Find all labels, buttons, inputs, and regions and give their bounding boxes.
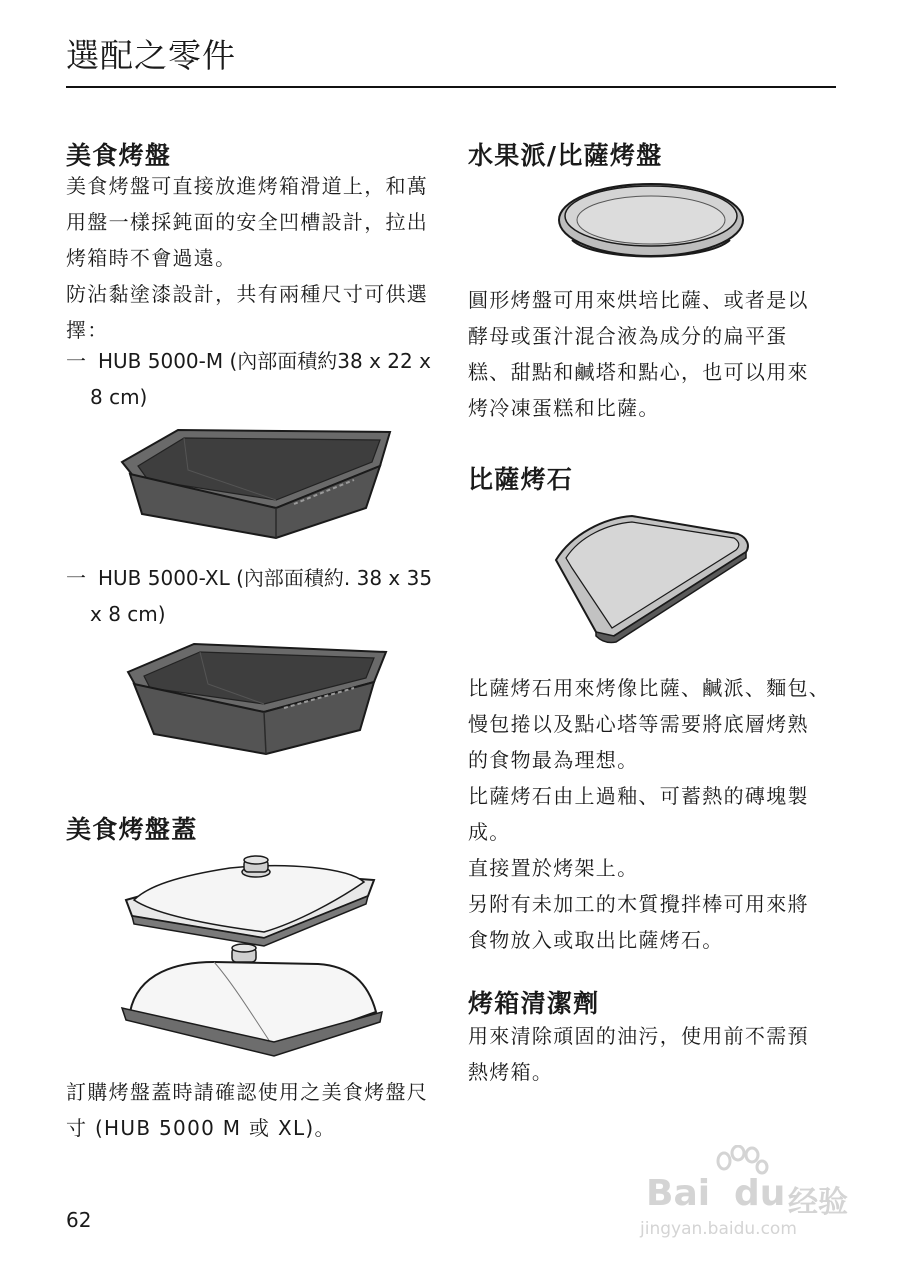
pizza-stone-heading: 比薩烤石 xyxy=(468,465,574,494)
text-line: 寸 (HUB 5000 M 或 XL)。 xyxy=(66,1116,336,1140)
text-line: 美食烤盤可直接放進烤箱滑道上，和萬 xyxy=(66,174,429,198)
text-line: 熱烤箱。 xyxy=(468,1060,554,1084)
text-line: 另附有未加工的木質攪拌棒可用來將 xyxy=(468,892,809,916)
text-line: 用盤一樣採鈍面的安全凹槽設計，拉出 xyxy=(66,210,429,234)
gourmet-tray-m-illustration xyxy=(118,422,398,542)
size-xl-item xyxy=(90,560,433,632)
gourmet-tray-heading: 美食烤盤 xyxy=(66,141,172,170)
bullet-dash: 一 xyxy=(66,566,86,590)
watermark-brand-cn: 经验 xyxy=(788,1185,848,1220)
text-line: 防沾黏塗漆設計，共有兩種尺寸可供選 xyxy=(66,282,429,306)
pizza-stone-description xyxy=(468,670,830,958)
title-divider xyxy=(66,86,836,88)
text-line: 訂購烤盤蓋時請確認使用之美食烤盤尺 xyxy=(66,1080,429,1104)
tray-lid-illustration xyxy=(118,852,388,1062)
coating-description xyxy=(66,276,428,348)
page-title: 選配之零件 xyxy=(66,36,236,75)
text-line: 擇： xyxy=(66,318,109,342)
gourmet-tray-xl-illustration xyxy=(124,638,394,758)
text-line: 的食物最為理想。 xyxy=(468,748,639,772)
watermark-brand-right: du xyxy=(734,1173,786,1214)
text-line: x 8 cm) xyxy=(90,602,166,626)
watermark-url: jingyan.baidu.com xyxy=(640,1219,797,1239)
text-line: 烤箱時不會過遠。 xyxy=(66,246,237,270)
text-line: 酵母或蛋汁混合液為成分的扁平蛋 xyxy=(468,324,788,348)
text-line: 慢包捲以及點心塔等需要將底層烤熟 xyxy=(468,712,809,736)
text-line: HUB 5000-M (內部面積約38 x 22 x xyxy=(98,349,431,373)
text-line: 烤冷凍蛋糕和比薩。 xyxy=(468,396,660,420)
text-line: 比薩烤石用來烤像比薩、鹹派、麵包、 xyxy=(468,676,831,700)
lid-heading: 美食烤盤蓋 xyxy=(66,815,198,844)
text-line: 直接置於烤架上。 xyxy=(468,856,639,880)
page-number: 62 xyxy=(66,1208,92,1232)
gourmet-tray-description xyxy=(66,168,428,276)
bullet-dash: 一 xyxy=(66,349,86,373)
text-line: 食物放入或取出比薩烤石。 xyxy=(468,928,724,952)
pizza-stone-illustration xyxy=(552,512,752,644)
text-line: 用來清除頑固的油污，使用前不需預 xyxy=(468,1024,809,1048)
text-line: 8 cm) xyxy=(90,385,148,409)
pizza-tray-illustration xyxy=(556,182,746,264)
text-line: HUB 5000-XL (內部面積約. 38 x 35 xyxy=(98,566,433,590)
oven-cleaner-description xyxy=(468,1018,809,1090)
oven-cleaner-heading: 烤箱清潔劑 xyxy=(468,989,600,1018)
lid-description xyxy=(66,1074,428,1146)
text-line: 圓形烤盤可用來烘培比薩、或者是以 xyxy=(468,288,809,312)
size-m-item xyxy=(90,343,431,415)
text-line: 糕、甜點和鹹塔和點心，也可以用來 xyxy=(468,360,809,384)
baidu-watermark xyxy=(640,1145,860,1245)
pizza-tray-heading: 水果派/比薩烤盤 xyxy=(468,141,663,170)
text-line: 比薩烤石由上過釉、可蓄熱的磚塊製 xyxy=(468,784,809,808)
pizza-tray-description xyxy=(468,282,809,426)
watermark-brand-left: Bai xyxy=(646,1173,711,1214)
text-line: 成。 xyxy=(468,820,511,844)
